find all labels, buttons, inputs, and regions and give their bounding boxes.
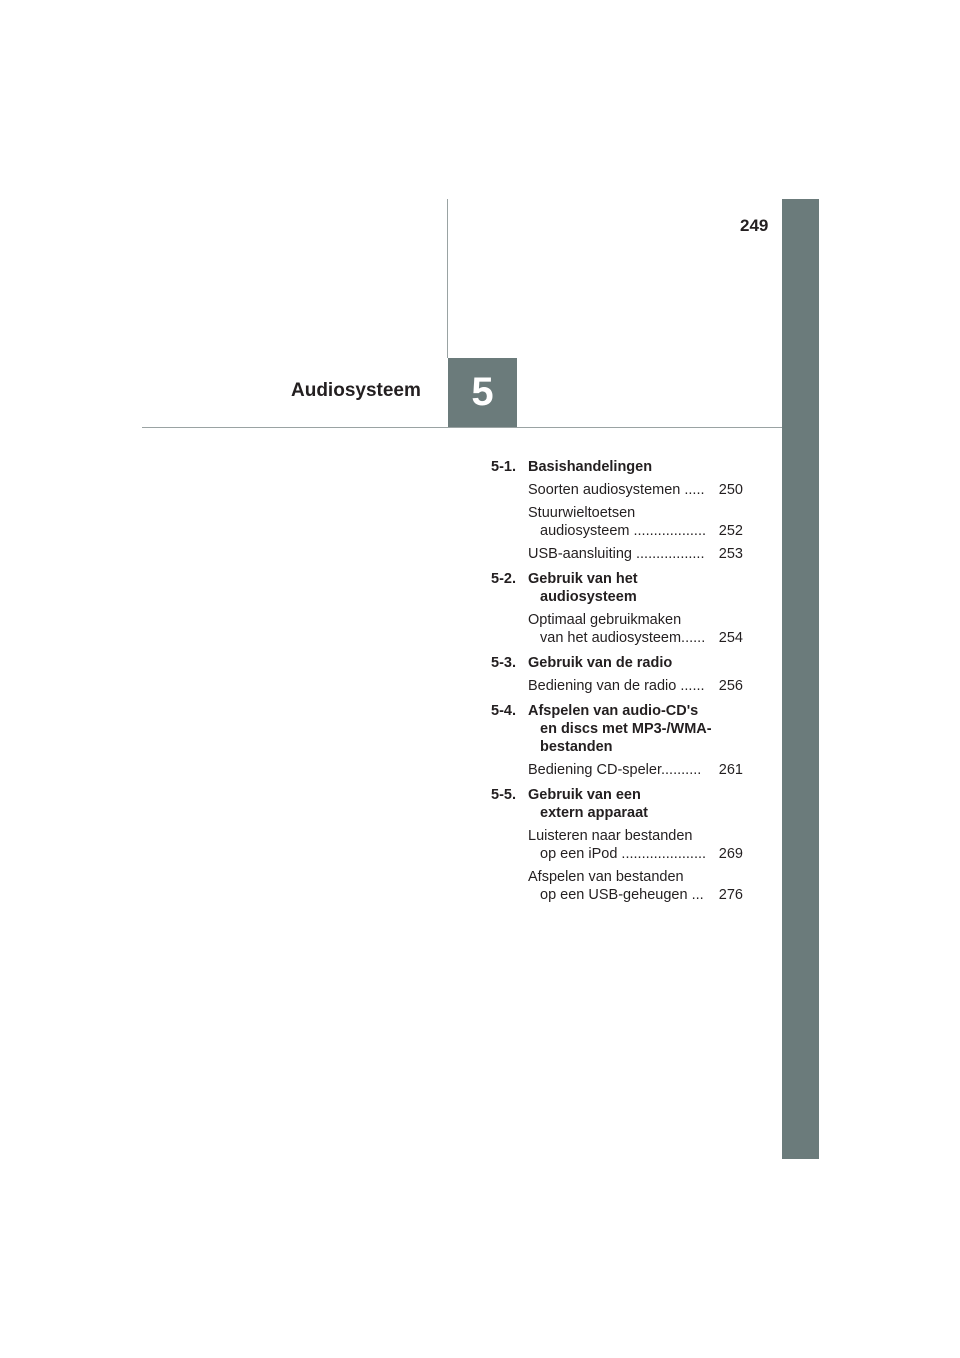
toc-section-5-3[interactable] bbox=[491, 654, 743, 672]
section-number: 5-4. bbox=[491, 703, 516, 719]
toc-section-5-5[interactable] bbox=[491, 786, 743, 822]
section-title-cont: en discs met MP3-/WMA- bbox=[540, 721, 712, 737]
section-title: Basishandelingen bbox=[528, 459, 653, 475]
entry-page: 269 bbox=[718, 846, 743, 862]
table-of-contents bbox=[491, 458, 743, 909]
entry-title: Stuurwieltoetsen bbox=[528, 505, 636, 521]
entry-title-cont: audiosysteem .................. bbox=[540, 523, 707, 539]
toc-entry[interactable] bbox=[491, 761, 743, 779]
toc-entry[interactable] bbox=[491, 504, 743, 540]
entry-title-cont: op een iPod ..................... bbox=[540, 846, 707, 862]
entry-title: Soorten audiosystemen ..... bbox=[528, 482, 705, 498]
toc-section-5-4[interactable] bbox=[491, 702, 743, 756]
entry-title: Bediening van de radio ...... bbox=[528, 678, 705, 694]
toc-section-5-1[interactable] bbox=[491, 458, 743, 476]
section-number: 5-1. bbox=[491, 459, 516, 475]
toc-entry[interactable] bbox=[491, 827, 743, 863]
toc-entry[interactable] bbox=[491, 481, 743, 499]
section-title: Gebruik van de radio bbox=[528, 655, 673, 671]
chapter-title: Audiosysteem bbox=[291, 380, 421, 401]
section-title-cont: bestanden bbox=[540, 739, 613, 755]
vertical-divider bbox=[447, 199, 448, 358]
chapter-side-tab bbox=[782, 199, 819, 1159]
toc-entry[interactable] bbox=[491, 611, 743, 647]
page-number: 249 bbox=[740, 216, 769, 235]
entry-page: 254 bbox=[718, 630, 743, 646]
entry-title: USB-aansluiting ................. bbox=[528, 546, 705, 562]
section-title: Gebruik van het bbox=[528, 571, 638, 587]
entry-page: 256 bbox=[718, 678, 743, 694]
entry-title: Optimaal gebruikmaken bbox=[528, 612, 682, 628]
entry-page: 276 bbox=[718, 887, 743, 903]
entry-page: 250 bbox=[718, 482, 743, 498]
section-number: 5-5. bbox=[491, 787, 516, 803]
toc-entry[interactable] bbox=[491, 545, 743, 563]
chapter-number-badge: 5 bbox=[448, 358, 517, 427]
section-number: 5-2. bbox=[491, 571, 516, 587]
section-number: 5-3. bbox=[491, 655, 516, 671]
section-title: Afspelen van audio-CD's bbox=[528, 703, 699, 719]
entry-title-cont: van het audiosysteem...... bbox=[540, 630, 706, 646]
entry-title-cont: op een USB-geheugen ... bbox=[540, 887, 704, 903]
toc-entry[interactable] bbox=[491, 677, 743, 695]
toc-entry[interactable] bbox=[491, 868, 743, 904]
section-title-cont: extern apparaat bbox=[540, 805, 648, 821]
entry-page: 252 bbox=[718, 523, 743, 539]
entry-title: Luisteren naar bestanden bbox=[528, 828, 693, 844]
entry-title: Afspelen van bestanden bbox=[528, 869, 684, 885]
section-title-cont: audiosysteem bbox=[540, 589, 637, 605]
horizontal-divider bbox=[142, 427, 782, 428]
entry-page: 253 bbox=[718, 546, 743, 562]
section-title: Gebruik van een bbox=[528, 787, 641, 803]
entry-page: 261 bbox=[718, 762, 743, 778]
toc-section-5-2[interactable] bbox=[491, 570, 743, 606]
entry-title: Bediening CD-speler.......... bbox=[528, 762, 702, 778]
